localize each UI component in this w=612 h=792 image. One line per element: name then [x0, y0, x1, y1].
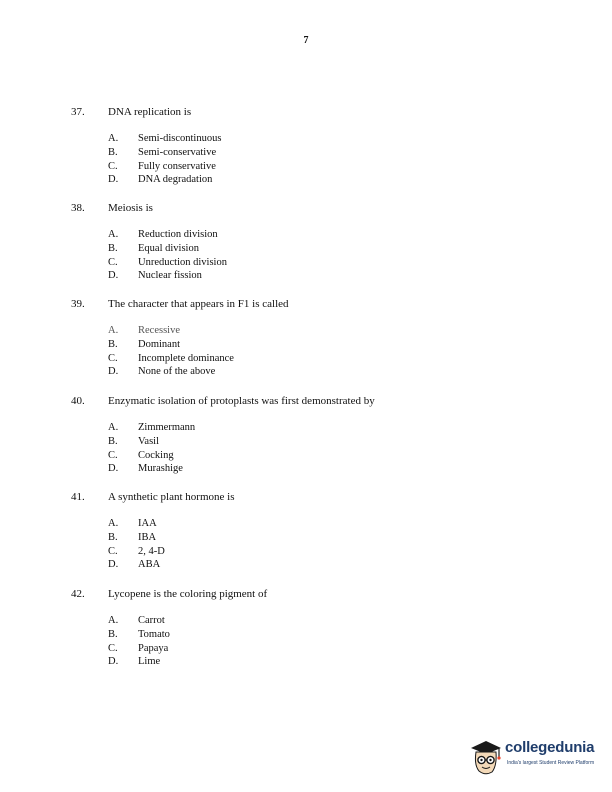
option-letter: A. [108, 133, 119, 144]
question-text: A synthetic plant hormone is [108, 491, 235, 503]
option-letter: D. [108, 270, 119, 282]
question-number: 42. [71, 588, 85, 600]
option-text: Dominant [138, 338, 180, 350]
question-number: 40. [71, 395, 85, 407]
option-text: Fully conservative [138, 160, 216, 172]
question-37 [71, 105, 551, 186]
question-number: 37. [71, 106, 85, 118]
option-text: DNA degradation [138, 174, 213, 186]
question-text: Enzymatic isolation of protoplasts was first demonstrated by [108, 395, 375, 407]
question-41 [71, 490, 551, 571]
option-text: Cocking [138, 449, 174, 461]
option-letter: D. [108, 366, 119, 378]
question-number: 39. [71, 298, 85, 310]
question-38 [71, 201, 551, 282]
option-letter: C. [108, 449, 118, 461]
option-letter: B. [108, 628, 118, 640]
option-text: ABA [138, 559, 161, 571]
option-letter: B. [108, 531, 118, 543]
logo-tagline: India's largest Student Review Platform [507, 760, 595, 766]
collegedunia-logo [467, 738, 607, 778]
option-letter: B. [108, 146, 118, 158]
option-text: 2, 4-D [138, 545, 165, 557]
option-text: IAA [138, 518, 157, 529]
option-letter: C. [108, 352, 118, 364]
option-text: Tomato [138, 628, 170, 640]
option-letter: A. [108, 422, 119, 433]
option-text: Semi-discontinuous [138, 133, 222, 144]
option-letter: C. [108, 545, 118, 557]
option-letter: A. [108, 615, 119, 626]
logo-wordmark: collegedunia [505, 739, 595, 756]
option-letter: A. [108, 229, 119, 240]
question-text: Meiosis is [108, 202, 153, 214]
question-text: The character that appears in F1 is called [108, 298, 289, 310]
option-text: None of the above [138, 366, 216, 378]
option-letter: D. [108, 463, 119, 475]
mascot-icon [467, 738, 503, 778]
option-text: Semi-conservative [138, 146, 217, 158]
question-text: DNA replication is [108, 106, 192, 118]
option-text: Reduction division [138, 229, 218, 240]
page-number: 7 [303, 35, 309, 46]
question-40 [71, 394, 551, 475]
option-letter: D. [108, 174, 119, 186]
option-letter: C. [108, 160, 118, 172]
question-text: Lycopene is the coloring pigment of [108, 588, 268, 600]
option-text: Lime [138, 656, 161, 668]
option-text: Carrot [138, 615, 165, 626]
option-text: Incomplete dominance [138, 352, 234, 364]
option-letter: C. [108, 256, 118, 268]
option-letter: B. [108, 435, 118, 447]
option-text: Recessive [138, 325, 180, 336]
option-letter: D. [108, 656, 119, 668]
option-letter: D. [108, 559, 119, 571]
option-text: Nuclear fission [138, 270, 202, 282]
option-letter: A. [108, 325, 119, 336]
option-letter: C. [108, 642, 118, 654]
option-text: Equal division [138, 242, 199, 254]
question-number: 38. [71, 202, 85, 214]
question-42 [71, 587, 551, 668]
option-text: Unreduction division [138, 256, 227, 268]
question-39 [71, 297, 551, 378]
option-text: Murashige [138, 463, 183, 475]
option-letter: B. [108, 338, 118, 350]
option-letter: B. [108, 242, 118, 254]
option-text: Papaya [138, 642, 169, 654]
option-text: IBA [138, 531, 157, 543]
question-number: 41. [71, 491, 85, 503]
option-text: Vasil [138, 435, 159, 447]
option-letter: A. [108, 518, 119, 529]
option-text: Zimmermann [138, 422, 196, 433]
